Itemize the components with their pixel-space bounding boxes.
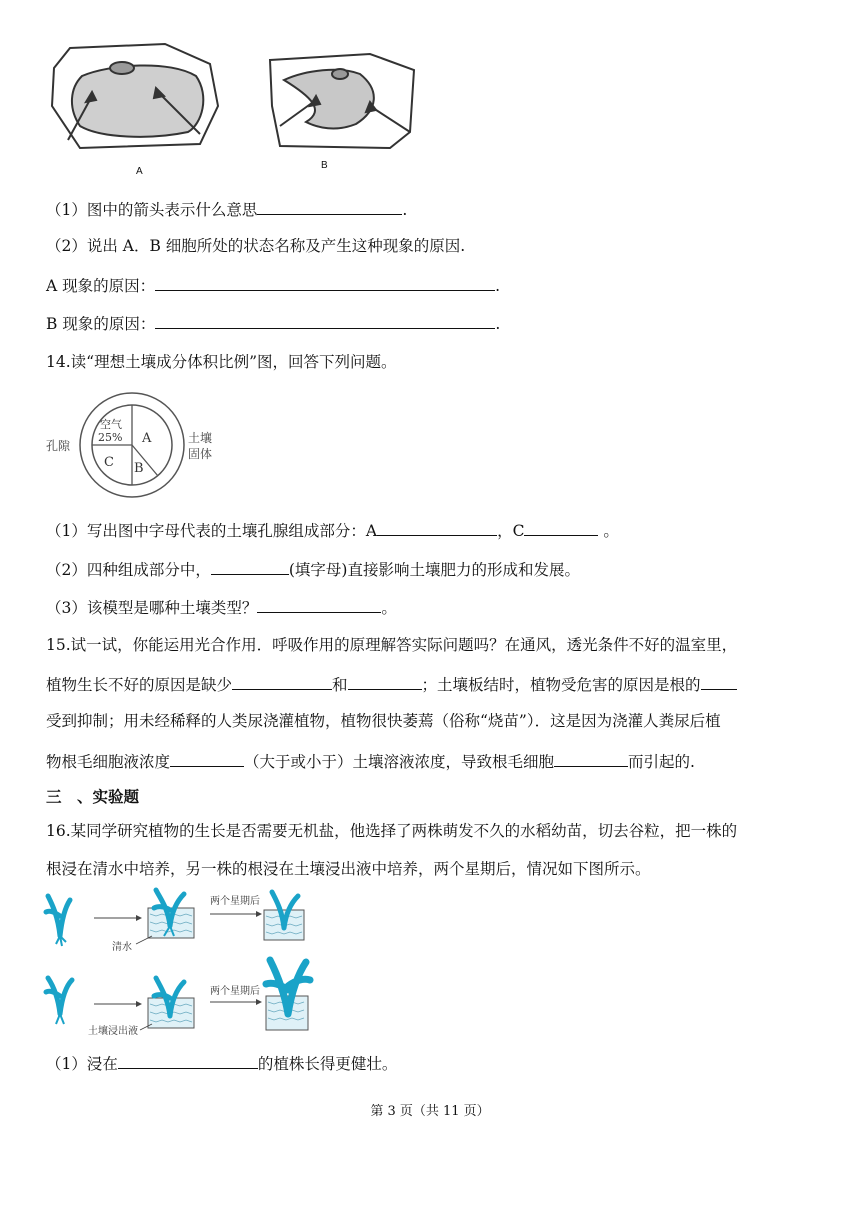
label-water: 清水: [112, 942, 132, 953]
section-title-experiment: 三 、实验题: [46, 788, 140, 806]
answer-blank[interactable]: [155, 311, 495, 329]
q14-sub3: （3）该模型是哪种土壤类型？ 。: [46, 595, 397, 619]
q14-sub2: （2）四种组成部分中， (填字母)直接影响土壤肥力的形成和发展。: [46, 557, 580, 581]
label-after-2: 两个星期后: [210, 986, 260, 997]
q13-sub1: （1）图中的箭头表示什么意思 .: [46, 197, 407, 221]
pie-label-solid-2: 固体: [188, 447, 213, 461]
pie-label-pct: 25%: [98, 431, 123, 444]
pie-label-c: C: [104, 455, 114, 470]
pie-label-a: A: [142, 431, 152, 446]
label-soil-extract: 土壤浸出液: [88, 1026, 138, 1036]
answer-blank[interactable]: [211, 557, 289, 575]
q15-line1: 15.试一试，你能运用光合作用．呼吸作用的原理解答实际问题吗？在通风，透光条件不好的温室里，: [46, 636, 738, 654]
pie-label-solid-1: 土壤: [188, 431, 213, 445]
plant-cells-figure: [40, 36, 460, 186]
pie-label-air: 空气: [100, 418, 122, 431]
q13-b-reason: B 现象的原因： .: [46, 311, 500, 335]
q16-sub1: （1）浸在 的植株长得更健壮。: [46, 1051, 397, 1075]
soil-pie-diagram: [46, 390, 216, 500]
q13-a-reason: A 现象的原因： .: [46, 273, 500, 297]
q13-sub2: （2）说出 A．B 细胞所处的状态名称及产生这种现象的原因.: [46, 237, 466, 255]
answer-blank[interactable]: [701, 672, 737, 690]
seedling-experiment-figure: [40, 886, 340, 1036]
seedling-experiment-illustration: [40, 886, 340, 1036]
answer-blank[interactable]: [257, 197, 402, 215]
seedling-row-extract: [46, 960, 310, 1030]
q15-line4: 物根毛细胞液浓度 （大于或小于）土壤溶液浓度，导致根毛细胞 而引起的.: [46, 749, 695, 773]
soil-composition-figure: [46, 390, 216, 500]
q14-stem: 14.读“理想土壤成分体积比例”图，回答下列问题。: [46, 353, 397, 371]
seedling-row-water: [46, 890, 304, 946]
answer-blank[interactable]: [348, 672, 422, 690]
cell-a-label: A: [136, 166, 143, 177]
pie-label-pores: 孔隙: [46, 439, 71, 453]
cell-a: [52, 44, 218, 148]
cell-b: [270, 54, 414, 148]
pie-label-b: B: [134, 461, 144, 476]
answer-blank[interactable]: [377, 518, 497, 536]
answer-blank[interactable]: [118, 1051, 258, 1069]
label-after-1: 两个星期后: [210, 896, 260, 907]
cell-b-label: B: [321, 160, 328, 171]
q15-line3: 受到抑制；用未经稀释的人类尿浇灌植物，植物很快萎蔫（俗称“烧苗”）．这是因为浇灌人粪尿后植: [46, 712, 721, 730]
answer-blank[interactable]: [524, 518, 598, 536]
page-number: 第 3 页（共 11 页）: [370, 1104, 490, 1119]
answer-blank[interactable]: [554, 749, 628, 767]
q16-line1: 16.某同学研究植物的生长是否需要无机盐，他选择了两株萌发不久的水稻幼苗，切去谷粒，把一株的: [46, 822, 738, 840]
plant-cells-illustration: [40, 36, 460, 186]
q15-line2: 植物生长不好的原因是缺少 和 ；土壤板结时，植物受危害的原因是根的: [46, 672, 737, 696]
q16-line2: 根浸在清水中培养，另一株的根浸在土壤浸出液中培养，两个星期后，情况如下图所示。: [46, 860, 651, 878]
answer-blank[interactable]: [232, 672, 332, 690]
q14-sub1: （1）写出图中字母代表的土壤孔腺组成部分：A ，C 。: [46, 518, 619, 542]
answer-blank[interactable]: [155, 273, 495, 291]
answer-blank[interactable]: [257, 595, 381, 613]
answer-blank[interactable]: [170, 749, 244, 767]
